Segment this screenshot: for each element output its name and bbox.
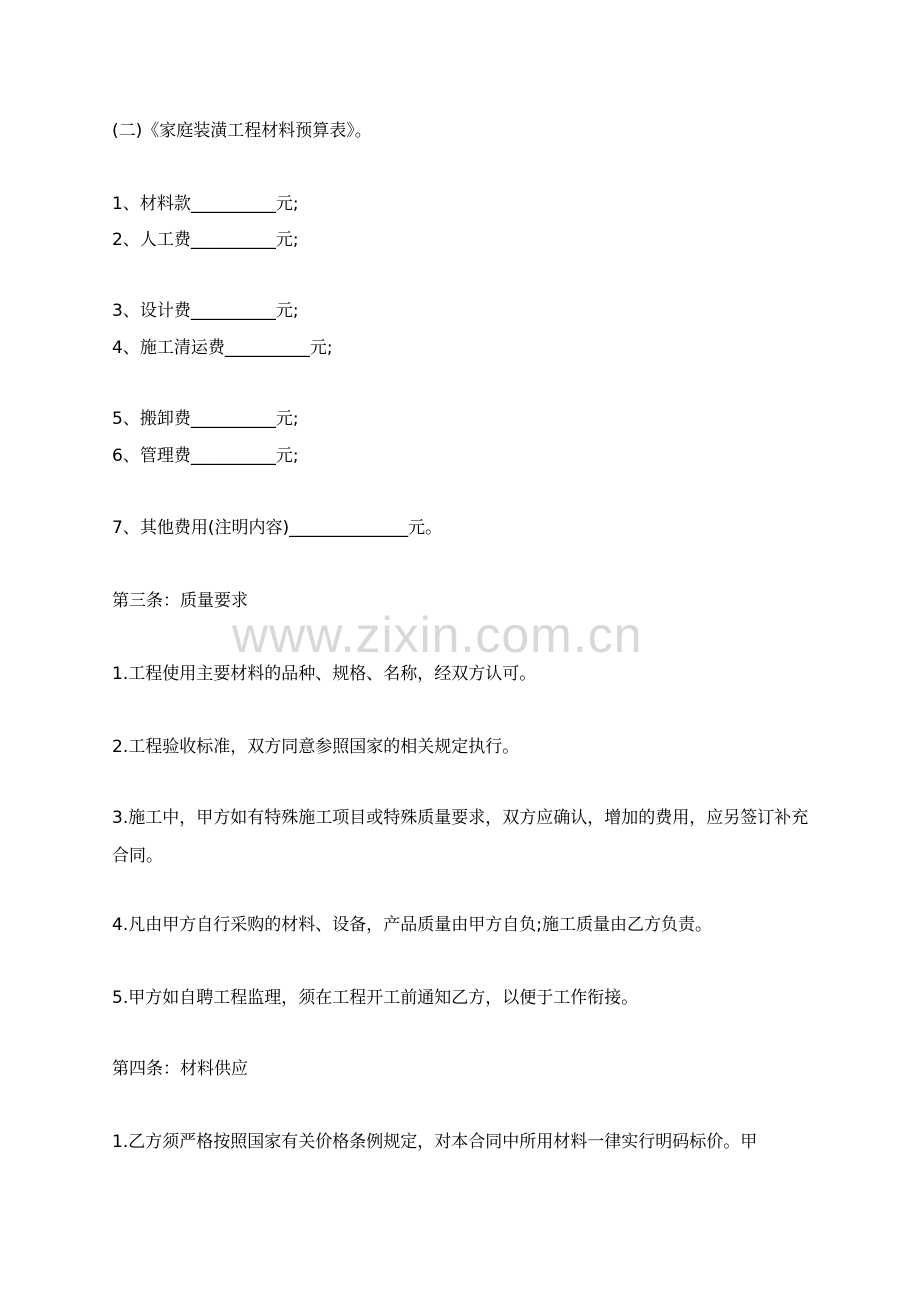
article4-item-1: 1.乙方须严格按照国家有关价格条例规定，对本合同中所用材料一律实行明码标价。甲 [112, 1132, 758, 1152]
fee-item-material: 1、材料款__________元; [112, 194, 299, 214]
fee-item-management: 6、管理费__________元; [112, 446, 299, 466]
article3-item-1: 1.工程使用主要材料的品种、规格、名称，经双方认可。 [112, 664, 537, 684]
fee-item-cleanup: 4、施工清运费__________元; [112, 338, 333, 358]
article3-item-2: 2.工程验收标准，双方同意参照国家的相关规定执行。 [112, 737, 520, 757]
article3-title: 第三条：质量要求 [112, 591, 248, 611]
fee-item-other: 7、其他费用(注明内容)______________元。 [112, 518, 443, 538]
fee-item-labor: 2、人工费__________元; [112, 230, 299, 250]
article4-title: 第四条：材料供应 [112, 1059, 248, 1079]
watermark: www.zixin.com.cn [232, 607, 643, 663]
fee-item-handling: 5、搬卸费__________元; [112, 409, 299, 429]
article3-item-5: 5.甲方如自聘工程监理，须在工程开工前通知乙方，以便于工作衔接。 [112, 988, 639, 1008]
fee-item-design: 3、设计费__________元; [112, 301, 299, 321]
article3-item-4: 4.凡由甲方自行采购的材料、设备，产品质量由甲方自负;施工质量由乙方负责。 [112, 915, 712, 935]
budget-heading: (二)《家庭装潢工程材料预算表》。 [112, 121, 372, 141]
article3-item-3: 3.施工中，甲方如有特殊施工项目或特殊质量要求，双方应确认，增加的费用，应另签订补充合同。 [112, 808, 809, 866]
